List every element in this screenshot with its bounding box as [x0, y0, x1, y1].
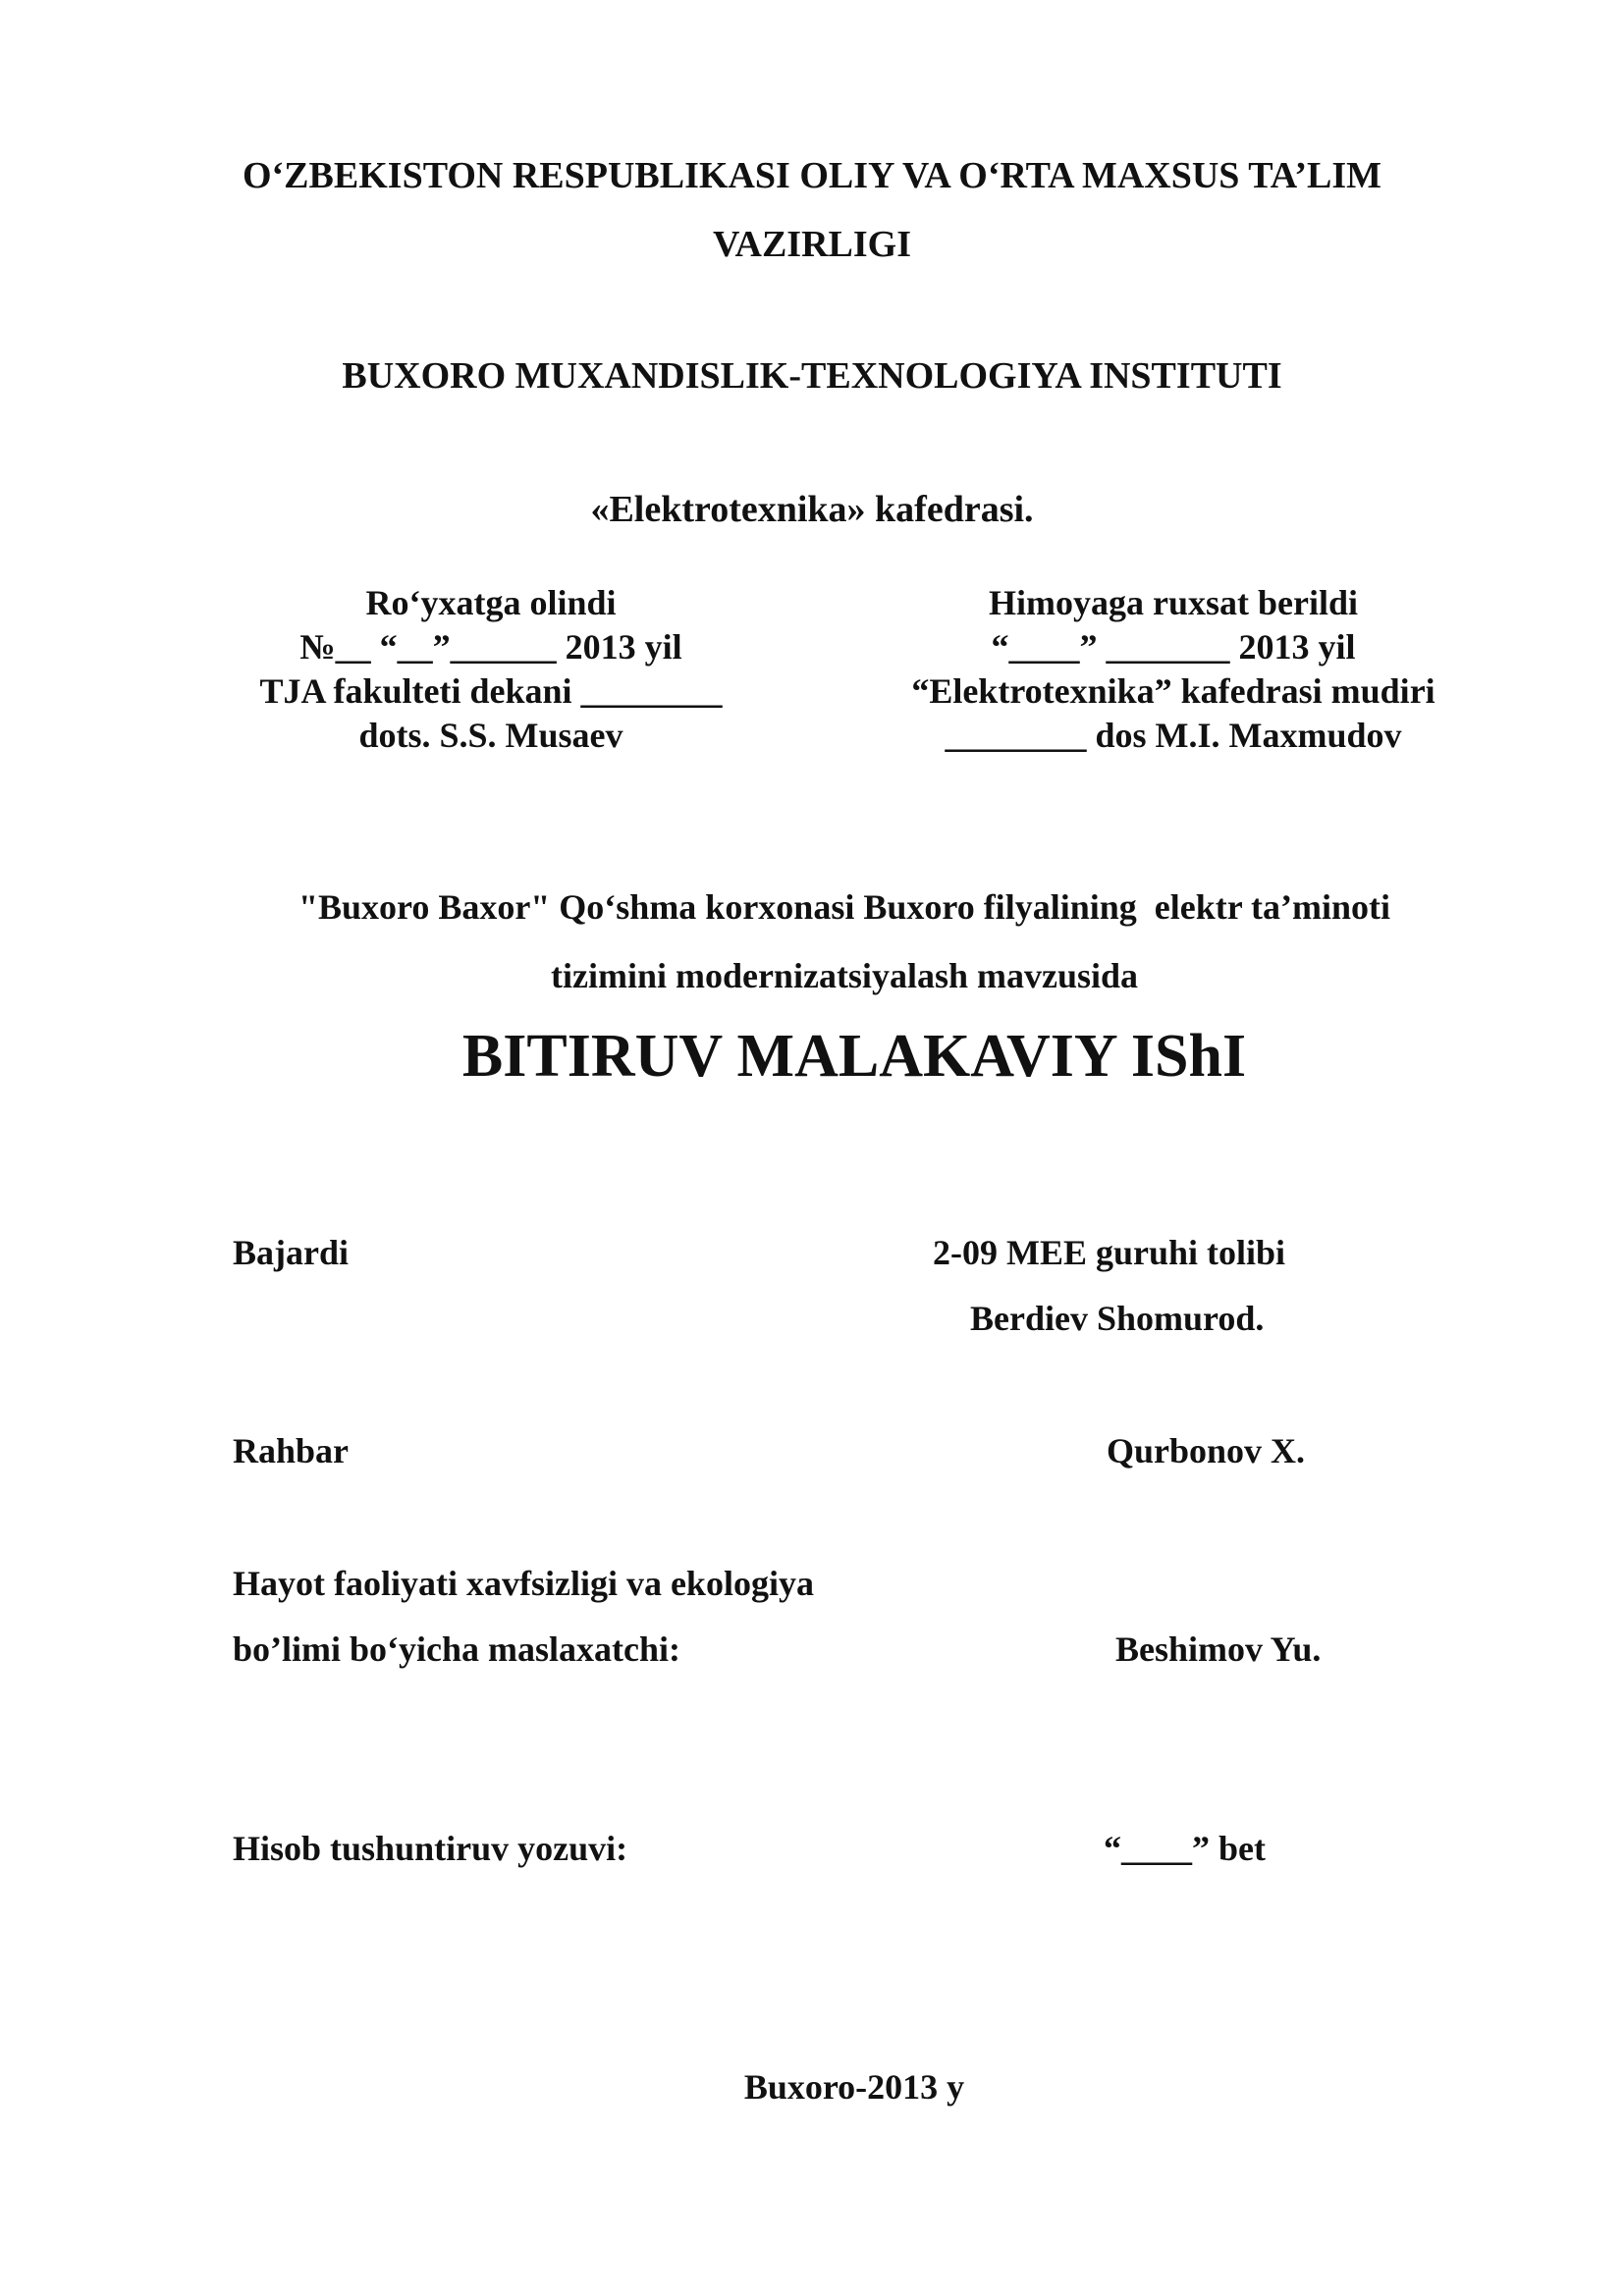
work-title: BITIRUV MALAKAVIY IShI: [461, 1023, 1247, 1090]
explanatory-note-label: Hisob tushuntiruv yozuvi:: [233, 1829, 628, 1868]
ministry-line-2: VAZIRLIGI: [712, 224, 912, 265]
performer-label: Bajardi: [233, 1233, 350, 1272]
explanatory-note-pages: “____” bet: [1104, 1829, 1266, 1868]
topic-line-2: tizimini modernizatsiyalash mavzusida: [550, 956, 1138, 995]
department-head-title: “Elektrotexnika” kafedrasi mudiri: [911, 671, 1435, 711]
institute-name: BUXORO MUXANDISLIK-TEXNOLOGIYA INSTITUTI: [342, 355, 1282, 397]
department-head-name: ________ dos M.I. Maxmudov: [945, 716, 1402, 755]
performer-group: 2-09 MEE guruhi tolibi: [933, 1233, 1286, 1272]
consultant-name: Beshimov Yu.: [1115, 1629, 1322, 1669]
footer-city-year: Buxoro-2013 y: [743, 2067, 965, 2107]
supervisor-name: Qurbonov X.: [1107, 1431, 1306, 1470]
dean-signature-line: TJA fakulteti dekani ________: [259, 671, 723, 711]
performer-name: Berdiev Shomurod.: [970, 1299, 1265, 1338]
ministry-line-1: O‘ZBEKISTON RESPUBLIKASI OLIY VA O‘RTA MAXSUS TA’LIM: [242, 155, 1382, 196]
registration-number-date: №__ “__”______ 2013 yil: [299, 627, 682, 667]
defense-permission-title: Himoyaga ruxsat berildi: [989, 583, 1358, 622]
registration-title: Ro‘yxatga olindi: [365, 583, 617, 622]
consultant-label-line-2: bo’limi bo‘yicha maslaxatchi:: [233, 1629, 680, 1669]
dean-name: dots. S.S. Musaev: [358, 716, 623, 755]
supervisor-label: Rahbar: [233, 1431, 350, 1470]
department-name: «Elektrotexnika» kafedrasi.: [590, 489, 1034, 530]
defense-permission-date: “____” _______ 2013 yil: [991, 627, 1356, 667]
consultant-label-line-1: Hayot faoliyati xavfsizligi va ekologiya: [233, 1564, 814, 1603]
topic-line-1: "Buxoro Baxor" Qo‘shma korxonasi Buxoro filyalining elektr ta’minoti: [298, 887, 1391, 927]
